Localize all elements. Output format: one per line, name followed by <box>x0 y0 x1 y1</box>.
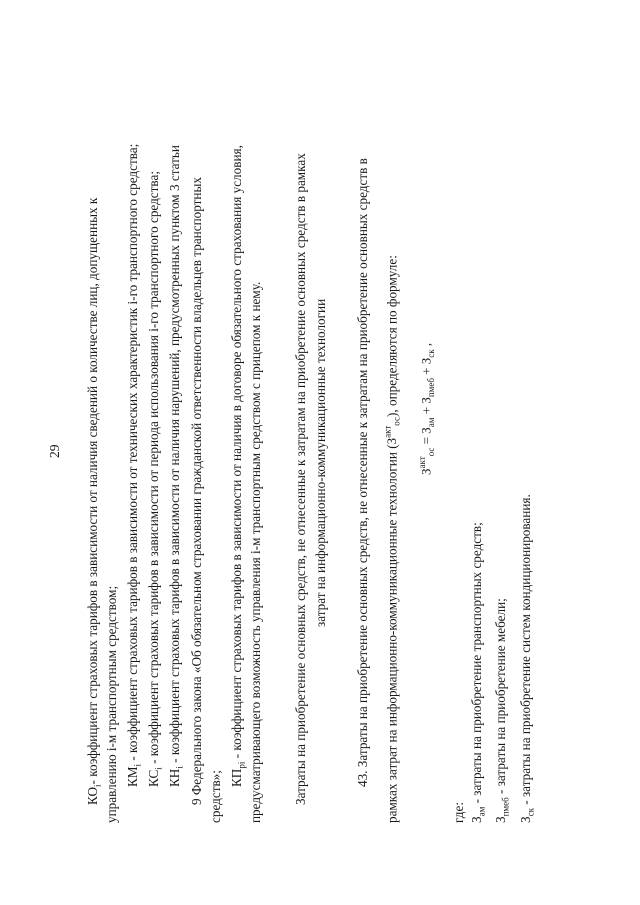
definition-line-km: $КМ_i$ - коэффициент страховых тарифов в зависимости от технических характеристик i-го транспортного средства; <box>125 143 143 787</box>
formula: $З^{акт}_{ос} = З_{ам} + З_{пмеб} + З_{ск}$ , <box>417 342 436 475</box>
definition-line-cont2: средств»; <box>208 770 223 823</box>
definition-line-ko: $КО_i-$ коэффициент страховых тарифов в зависимости от наличия сведений о количестве лиц, допущенных к <box>85 197 103 805</box>
paragraph-43-line-2: рамках затрат на информационно-коммуникационные технологии $(З^{акт}_{ос})$, определяются по формуле: <box>383 255 402 823</box>
definition-line-cont: управлению i-м транспортным средством; <box>104 585 119 823</box>
definition-line-law: 9 Федерального закона «Об обязательном страховании гражданской ответственности владельцев транспортных <box>189 177 204 805</box>
page-number: 29 <box>47 444 62 458</box>
where-label: где: <box>451 802 466 823</box>
section-heading-line-2: затрат на информационно-коммуникационные технологии <box>313 298 328 627</box>
paragraph-43-line-1: 43. Затраты на приобретение основных средств, не отнесенные к затратам на приобретение основных средств в <box>355 158 370 787</box>
definition-line-kp: $КП_{рi}$ - коэффициент страховых тарифов в зависимости от наличия в договоре обязательного страхования условия, <box>229 145 247 787</box>
definition-line-kc: $КС_i$ - коэффициент страховых тарифов в зависимости от периода использования i-го транспортного средства; <box>146 171 164 787</box>
section-heading-line-1: Затраты на приобретение основных средств, не отнесенные к затратам на приобретение основных средств в рамках <box>293 153 308 805</box>
def-zsk: $З_{ск}$ - затраты на приобретение систем кондиционирования. <box>518 494 536 823</box>
definition-line-cont3: предусматривающего возможность управления i-м транспортным средством с прицепом к нему. <box>248 281 263 823</box>
def-zpmeb: $З_{пмеб}$ - затраты на приобретение мебели; <box>493 598 511 823</box>
definition-line-kn: $КН_i$ - коэффициент страховых тарифов в зависимости от наличия нарушений, предусмотренных пунктом 3 статьи <box>167 145 185 787</box>
symbol-z-akt-os: $З^{акт}_{ос}$ <box>383 416 402 445</box>
def-zam: $З_{ам}$ - затраты на приобретение транспортных средств; <box>469 522 487 823</box>
